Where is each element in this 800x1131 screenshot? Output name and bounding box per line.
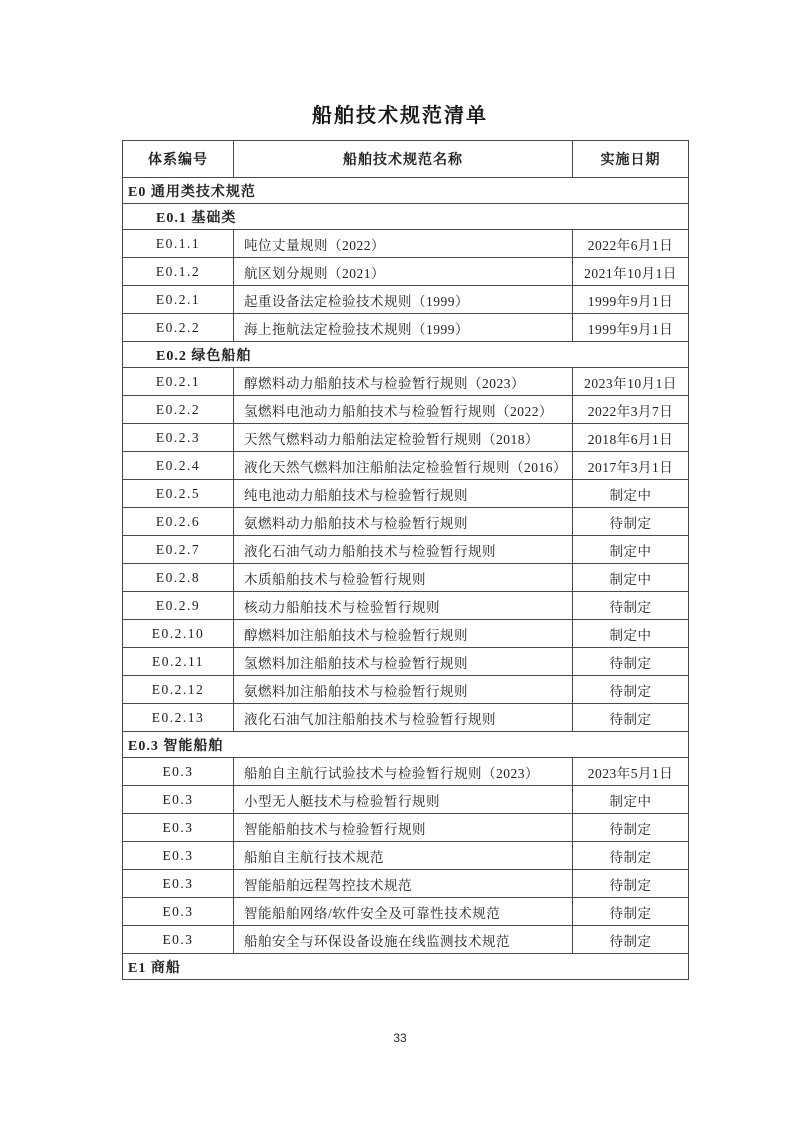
date-cell: 制定中 [573,786,689,814]
name-cell: 智能船舶网络/软件安全及可靠性技术规范 [234,898,573,926]
date-cell: 待制定 [573,704,689,732]
code-cell: E0.1.2 [123,258,234,286]
name-cell: 小型无人艇技术与检验暂行规则 [234,786,573,814]
table-row [123,368,689,396]
name-cell: 核动力船舶技术与检验暂行规则 [234,592,573,620]
date-cell: 待制定 [573,898,689,926]
code-cell: E0.2.1 [123,368,234,396]
code-cell: E0.2.12 [123,676,234,704]
spec-table-header [123,141,689,178]
page-title: 船舶技术规范清单 [312,105,488,127]
date-cell: 2023年5月1日 [573,758,689,786]
table-row [123,704,689,732]
date-cell: 2018年6月1日 [573,424,689,452]
date-cell: 待制定 [573,676,689,704]
table-row [123,842,689,870]
section-label: E0.3 智能船舶 [123,732,689,758]
name-cell: 液化石油气加注船舶技术与检验暂行规则 [234,704,573,732]
name-cell: 海上拖航法定检验技术规则（1999） [234,314,573,342]
code-cell: E0.1.1 [123,230,234,258]
code-cell: E0.2.13 [123,704,234,732]
table-row [123,814,689,842]
header-cell-2: 实施日期 [573,141,689,178]
code-cell: E0.2.8 [123,564,234,592]
table-row [123,258,689,286]
code-cell: E0.3 [123,898,234,926]
table-row [123,536,689,564]
code-cell: E0.2.2 [123,396,234,424]
section-label: E1 商船 [123,954,689,980]
name-cell: 船舶安全与环保设备设施在线监测技术规范 [234,926,573,954]
date-cell: 待制定 [573,870,689,898]
table-row [123,786,689,814]
table-row [123,508,689,536]
date-cell: 制定中 [573,480,689,508]
table-row [123,648,689,676]
table-row [123,314,689,342]
code-cell: E0.2.9 [123,592,234,620]
spec-table-body [123,178,689,980]
code-cell: E0.3 [123,758,234,786]
name-cell: 天然气燃料动力船舶法定检验暂行规则（2018） [234,424,573,452]
code-cell: E0.2.5 [123,480,234,508]
date-cell: 2022年3月7日 [573,396,689,424]
date-cell: 1999年9月1日 [573,314,689,342]
code-cell: E0.2.7 [123,536,234,564]
name-cell: 船舶自主航行试验技术与检验暂行规则（2023） [234,758,573,786]
table-row [123,926,689,954]
code-cell: E0.2.4 [123,452,234,480]
section-label: E0.2 绿色船舶 [123,342,689,368]
date-cell: 2023年10月1日 [573,368,689,396]
name-cell: 智能船舶技术与检验暂行规则 [234,814,573,842]
spec-table [122,140,689,980]
section-row [123,732,689,758]
table-row [123,620,689,648]
name-cell: 智能船舶远程驾控技术规范 [234,870,573,898]
date-cell: 制定中 [573,564,689,592]
table-row [123,480,689,508]
date-cell: 待制定 [573,814,689,842]
header-cell-1: 船舶技术规范名称 [234,141,573,178]
code-cell: E0.3 [123,926,234,954]
section-row [123,178,689,204]
date-cell: 2017年3月1日 [573,452,689,480]
name-cell: 液化天然气燃料加注船舶法定检验暂行规则（2016） [234,452,573,480]
code-cell: E0.3 [123,786,234,814]
section-label: E0.1 基础类 [123,204,689,230]
table-row [123,564,689,592]
table-row [123,898,689,926]
table-row [123,286,689,314]
code-cell: E0.2.10 [123,620,234,648]
code-cell: E0.3 [123,814,234,842]
name-cell: 液化石油气动力船舶技术与检验暂行规则 [234,536,573,564]
date-cell: 待制定 [573,842,689,870]
name-cell: 航区划分规则（2021） [234,258,573,286]
section-row [123,954,689,980]
page-number: 33 [393,1031,407,1045]
name-cell: 氨燃料动力船舶技术与检验暂行规则 [234,508,573,536]
name-cell: 起重设备法定检验技术规则（1999） [234,286,573,314]
code-cell: E0.2.2 [123,314,234,342]
section-row [123,342,689,368]
date-cell: 2021年10月1日 [573,258,689,286]
table-row [123,452,689,480]
date-cell: 1999年9月1日 [573,286,689,314]
date-cell: 待制定 [573,592,689,620]
table-row [123,230,689,258]
table-row [123,592,689,620]
name-cell: 木质船舶技术与检验暂行规则 [234,564,573,592]
name-cell: 氢燃料电池动力船舶技术与检验暂行规则（2022） [234,396,573,424]
code-cell: E0.3 [123,842,234,870]
date-cell: 制定中 [573,536,689,564]
name-cell: 吨位丈量规则（2022） [234,230,573,258]
name-cell: 船舶自主航行技术规范 [234,842,573,870]
date-cell: 制定中 [573,620,689,648]
name-cell: 氨燃料加注船舶技术与检验暂行规则 [234,676,573,704]
header-row [123,141,689,178]
name-cell: 醇燃料加注船舶技术与检验暂行规则 [234,620,573,648]
code-cell: E0.3 [123,870,234,898]
name-cell: 氢燃料加注船舶技术与检验暂行规则 [234,648,573,676]
code-cell: E0.2.1 [123,286,234,314]
section-label: E0 通用类技术规范 [123,178,689,204]
table-row [123,758,689,786]
table-row [123,424,689,452]
code-cell: E0.2.11 [123,648,234,676]
name-cell: 纯电池动力船舶技术与检验暂行规则 [234,480,573,508]
code-cell: E0.2.6 [123,508,234,536]
date-cell: 2022年6月1日 [573,230,689,258]
table-row [123,396,689,424]
date-cell: 待制定 [573,508,689,536]
date-cell: 待制定 [573,926,689,954]
name-cell: 醇燃料动力船舶技术与检验暂行规则（2023） [234,368,573,396]
section-row [123,204,689,230]
date-cell: 待制定 [573,648,689,676]
table-row [123,676,689,704]
code-cell: E0.2.3 [123,424,234,452]
header-cell-0: 体系编号 [123,141,234,178]
table-row [123,870,689,898]
